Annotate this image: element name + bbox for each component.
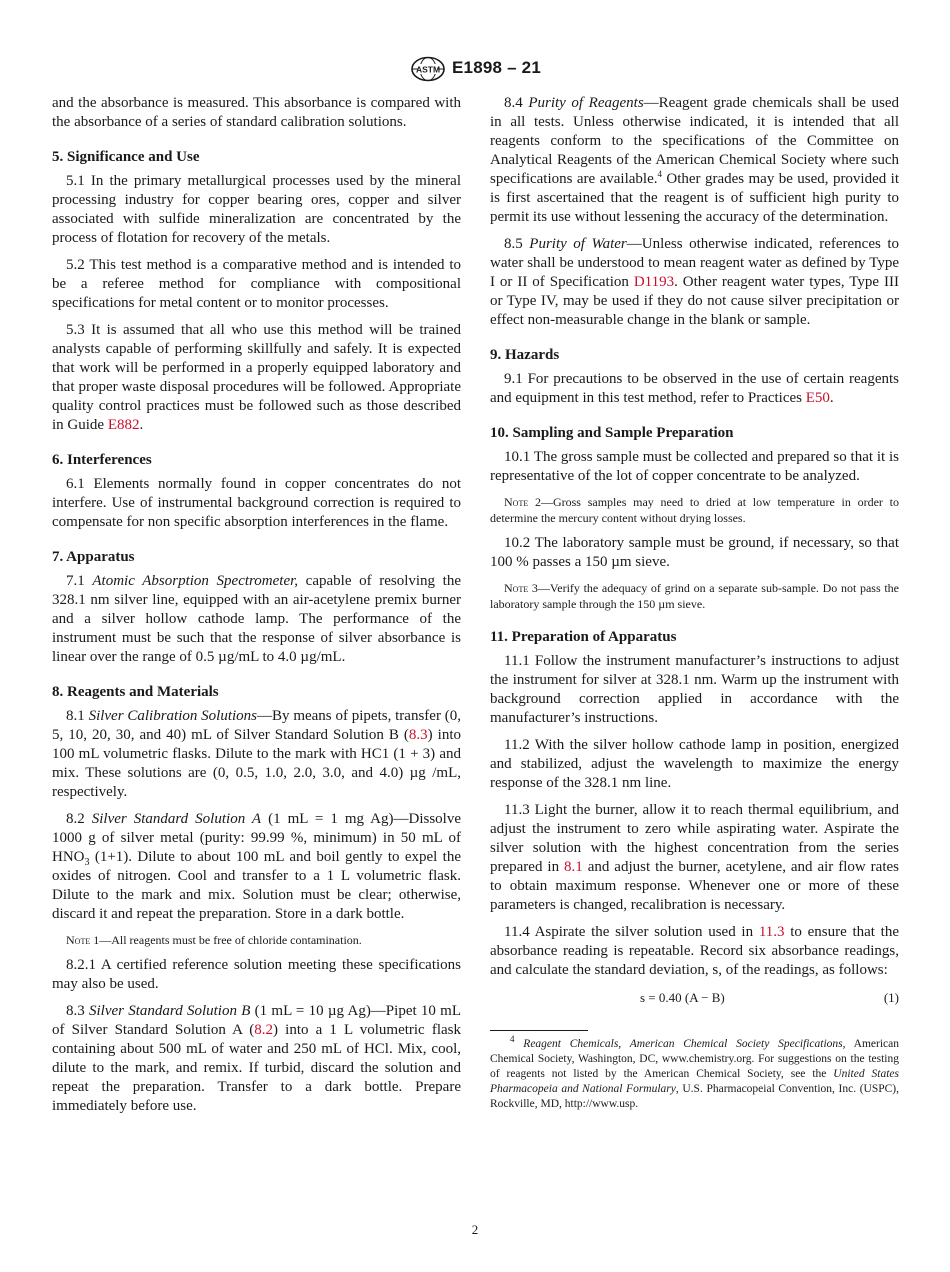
paragraph-5-1: 5.1 In the primary metallurgical processes used by the mineral processing industry for copper bearing ores, copper and silver associated with sulfide mineralization are concentrated by the process of flotation for recovery of the metals.: [52, 173, 461, 246]
link-8-1[interactable]: 8.1: [564, 859, 583, 875]
note-3: Note 3—Verify the adequacy of grind on a separate sub-sample. Do not pass the laboratory sample through the 150 µm sieve.: [490, 581, 899, 611]
paragraph-8-1: 8.1 Silver Calibration Solutions—By means of pipets, transfer (0, 5, 10, 20, 30, and 40) mL of Silver Standard Solution B (8.3) into 100 mL volumetric flasks. Dilute to the mark with HC1 (1 + 3) and mix. These solutions are (0, 0.5, 1.0, 2.0, 3.0, and 4.0) µg /mL, respectively.: [52, 708, 461, 800]
section-heading-11: 11. Preparation of Apparatus: [490, 629, 677, 645]
section-heading-10: 10. Sampling and Sample Preparation: [490, 425, 734, 441]
equation-text: s = 0.40 (A − B): [640, 990, 725, 1005]
page-header: [0, 56, 950, 82]
equation-number: (1): [883, 990, 899, 1005]
footnote-4: $^4$ Reagent Chemicals, American Chemical Society Specifications, American Chemical Society, Washington, DC, www.chemistry.org. For suggestions on the testing of reagents not listed by the American Chemical Society, see the United States Pharmacopeia and National Formulary, U.S. Pharmacopeial Convention, Inc. (USPC), Rockville, MD, http://www.usp.: [490, 1034, 900, 1110]
paragraph-8-2: 8.2 Silver Standard Solution A (1 mL = 1 mg Ag)—Dissolve 1000 g of silver metal (purity: 99.99 %, minimum) in 50 mL of $HNO_3$ (1+1). Dilute to about 100 mL and boil gently to expel the oxides of nitrogen. Cool and transfer to a 1 L volumetric flask. Dilute to the mark and mix. Solution must be clear; otherwise, discard it and repeat the preparation. Store in a dark bottle.: [52, 811, 461, 922]
paragraph-8-3: 8.3 Silver Standard Solution B (1 mL = 10 µg Ag)—Pipet 10 mL of Silver Standard Solution A (8.2) into a 1 L volumetric flask containing about 500 mL of water and 250 mL of HCl. Mix, cool, dilute to the mark, and remix. If turbid, discard the solution and repeat the preparation. Transfer to a dark bottle. Prepare immediately before use.: [52, 1003, 461, 1114]
paragraph-6-1: 6.1 Elements normally found in copper concentrates do not interfere. Use of instrumental background correction is required to compensate for non specific absorption interferences in the flame.: [52, 476, 461, 530]
paragraph-10-1: 10.1 The gross sample must be collected and prepared so that it is representative of the lot of copper concentrate to be analyzed.: [490, 449, 899, 484]
link-e50[interactable]: E50: [805, 390, 830, 406]
paragraph-10-2: 10.2 The laboratory sample must be ground, if necessary, so that 100 % passes a 150 µm sieve.: [490, 535, 899, 570]
paragraph-5-3: 5.3 It is assumed that all who use this method will be trained analysts capable of performing skillfully and safely. It is expected that work will be performed in a properly equipped laboratory and that proper waste disposal procedures will be followed. Appropriate quality control practices must be followed such as those described in Guide E882.: [52, 322, 461, 433]
paragraph-continued: and the absorbance is measured. This absorbance is compared with the absorbance of a series of standard calibration solutions.: [52, 95, 461, 130]
link-8-2[interactable]: 8.2: [254, 1022, 274, 1038]
link-d1193[interactable]: D1193: [633, 274, 675, 290]
page-number: 2: [471, 1222, 479, 1237]
paragraph-5-2: 5.2 This test method is a comparative method and is intended to be a referee method for compliance with compositional specifications for metal content or to monitor processes.: [52, 257, 461, 311]
equation-1: [490, 988, 899, 1010]
link-e882[interactable]: E882: [107, 417, 140, 433]
paragraph-11-4: 11.4 Aspirate the silver solution used in 11.3 to ensure that the absorbance reading is repeatable. Record six absorbance readings, and calculate the standard deviation, s, of the readings, as follows:: [490, 924, 899, 978]
paragraph-8-2-1: 8.2.1 A certified reference solution meeting these specifications may also be used.: [52, 957, 461, 992]
section-heading-9: 9. Hazards: [490, 347, 560, 363]
paragraph-9-1: 9.1 For precautions to be observed in the use of certain reagents and equipment in this test method, refer to Practices E50.: [490, 371, 899, 406]
section-heading-7: 7. Apparatus: [52, 549, 135, 565]
astm-logo-icon: [409, 56, 447, 82]
footnote-divider: [490, 1030, 588, 1031]
link-8-3[interactable]: 8.3: [408, 727, 428, 743]
footnote-ref-4[interactable]: 4: [657, 169, 662, 179]
paragraph-11-2: 11.2 With the silver hollow cathode lamp in position, energized and stabilized, adjust the wavelength to maximize the energy response of the 328.1 nm line.: [490, 737, 899, 791]
left-column: [52, 94, 461, 1124]
right-column: [490, 94, 899, 1120]
paragraph-8-4: 8.4 Purity of Reagents—Reagent grade chemicals shall be used in all tests. Unless otherwise indicated, it is intended that all reagents conform to the specifications of the Committee on Analytical Reagents of the American Chemical Society where such specifications are available.$^4$ Other grades may be used, provided it is first ascertained that the reagent is of sufficient high purity to permit its use without lessening the accuracy of the determination.: [490, 95, 900, 225]
paragraph-11-3: 11.3 Light the burner, allow it to reach thermal equilibrium, and adjust the instrument to zero while aspirating water. Aspirate the silver solution with the highest concentration from the series prepared in 8.1 and adjust the burner, acetylene, and air flow rates to obtain maximum response. Whenever one or more of these parameters is changed, recalibration is necessary.: [490, 802, 899, 913]
link-11-3[interactable]: 11.3: [758, 924, 785, 940]
note-2: Note 2—Gross samples may need to dried at low temperature in order to determine the mercury content without drying losses.: [490, 495, 899, 525]
note-1: Note 1—All reagents must be free of chloride contamination.: [66, 933, 362, 947]
logo-text: ASTM: [415, 64, 441, 75]
section-heading-6: 6. Interferences: [52, 452, 152, 468]
paragraph-7-1: 7.1 Atomic Absorption Spectrometer, capable of resolving the 328.1 nm silver line, equipped with an air-acetylene premix burner and a silver hollow cathode lamp. The performance of the instrument must be such that the response of silver absorbance is linear over the range of 0.5 µg/mL to 4.0 µg/mL.: [52, 573, 461, 665]
section-heading-5: 5. Significance and Use: [52, 149, 200, 165]
paragraph-8-5: 8.5 Purity of Water—Unless otherwise indicated, references to water shall be understood to mean reagent water as defined by Type I or II of Specification D1193. Other reagent water types, Type III or Type IV, may be used if they do not cause silver precipitation or effect non-measurable change in the blank or sample.: [490, 236, 900, 328]
paragraph-11-1: 11.1 Follow the instrument manufacturer’s instructions to adjust the instrument for silver at 328.1 nm. Warm up the instrument with background correction applied in accordance with the manufacturer’s instructions.: [490, 653, 899, 726]
section-heading-8: 8. Reagents and Materials: [52, 684, 219, 700]
document-id: E1898 – 21: [452, 58, 541, 77]
